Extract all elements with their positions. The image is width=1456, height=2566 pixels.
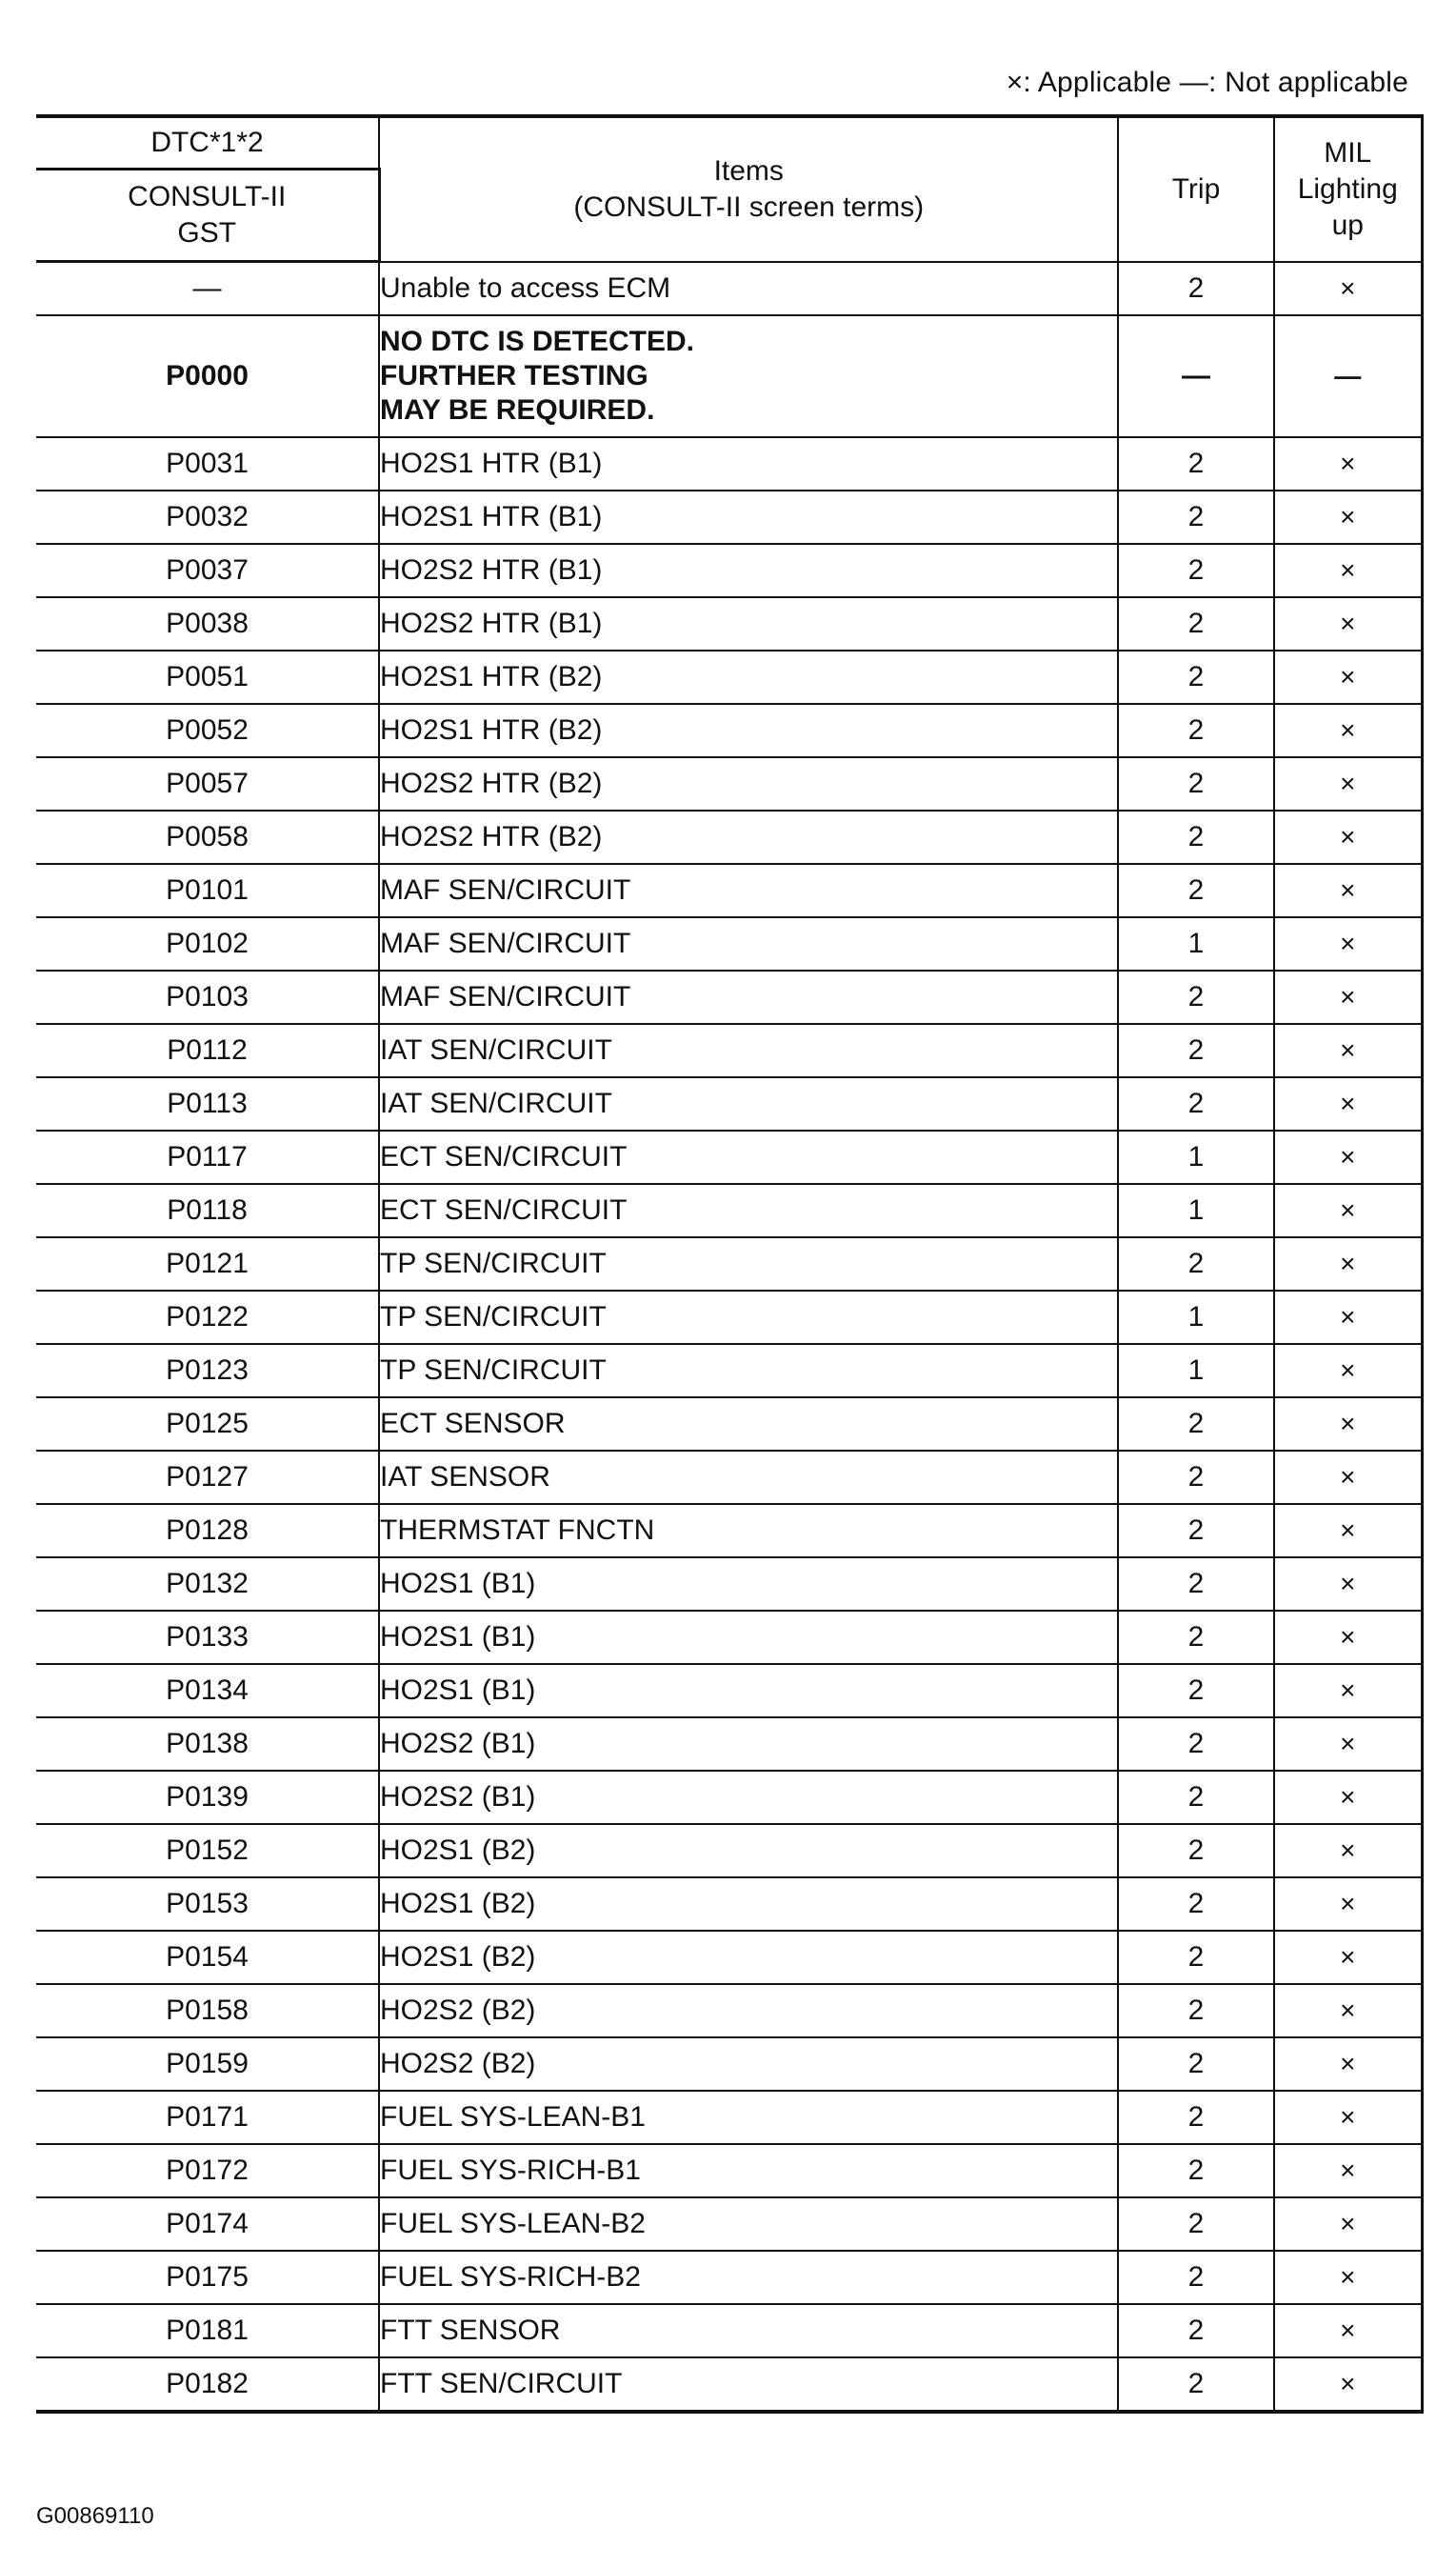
trip-cell: 2 <box>1118 262 1274 316</box>
item-cell: IAT SEN/CIRCUIT <box>379 1077 1118 1131</box>
item-cell: MAF SEN/CIRCUIT <box>379 864 1118 917</box>
table-row <box>36 917 1422 971</box>
dtc-code-cell: P0158 <box>36 1984 379 2037</box>
item-cell: THERMSTAT FNCTN <box>379 1504 1118 1557</box>
dtc-code-cell: P0113 <box>36 1077 379 1131</box>
item-cell: ECT SEN/CIRCUIT <box>379 1184 1118 1237</box>
header-gst: GST <box>177 217 237 249</box>
trip-cell: 2 <box>1118 651 1274 704</box>
mil-cell: × <box>1274 1611 1422 1664</box>
table-row <box>36 1131 1422 1184</box>
item-cell: IAT SENSOR <box>379 1451 1118 1504</box>
item-line: NO DTC IS DETECTED. <box>380 326 695 357</box>
item-cell: HO2S1 (B1) <box>379 1557 1118 1611</box>
trip-cell: 2 <box>1118 1877 1274 1931</box>
dtc-code-cell: P0172 <box>36 2144 379 2197</box>
item-cell: FUEL SYS-RICH-B1 <box>379 2144 1118 2197</box>
item-cell: HO2S1 (B1) <box>379 1611 1118 1664</box>
dtc-code-cell: P0152 <box>36 1824 379 1877</box>
trip-cell: 2 <box>1118 1397 1274 1451</box>
mil-cell: × <box>1274 597 1422 651</box>
dtc-code-cell: P0118 <box>36 1184 379 1237</box>
table-row <box>36 1877 1422 1931</box>
table-row <box>36 1717 1422 1771</box>
dtc-code-cell: P0112 <box>36 1024 379 1077</box>
header-mil-line1: MIL <box>1324 136 1372 169</box>
trip-cell: 2 <box>1118 1504 1274 1557</box>
trip-cell: 1 <box>1118 917 1274 971</box>
mil-cell: × <box>1274 864 1422 917</box>
table-row <box>36 544 1422 597</box>
table-header <box>36 116 1422 262</box>
table-row <box>36 491 1422 544</box>
item-cell: HO2S2 HTR (B2) <box>379 811 1118 864</box>
table-row <box>36 2037 1422 2091</box>
table-row <box>36 1984 1422 2037</box>
item-cell: HO2S2 (B1) <box>379 1717 1118 1771</box>
table-row <box>36 651 1422 704</box>
mil-cell: × <box>1274 1717 1422 1771</box>
mil-cell: × <box>1274 437 1422 491</box>
header-dtc: DTC*1*2 <box>36 116 379 170</box>
trip-cell: 2 <box>1118 1824 1274 1877</box>
table-row <box>36 2304 1422 2357</box>
trip-cell: 2 <box>1118 2144 1274 2197</box>
dtc-code-cell: P0138 <box>36 1717 379 1771</box>
item-cell: TP SEN/CIRCUIT <box>379 1237 1118 1291</box>
dtc-code-cell: P0051 <box>36 651 379 704</box>
mil-cell: × <box>1274 1344 1422 1397</box>
item-cell: FTT SENSOR <box>379 2304 1118 2357</box>
header-mil <box>1274 116 1422 262</box>
mil-cell: × <box>1274 2251 1422 2304</box>
mil-cell: × <box>1274 1184 1422 1237</box>
item-cell: FUEL SYS-LEAN-B1 <box>379 2091 1118 2144</box>
header-trip: Trip <box>1118 116 1274 262</box>
figure-id: G00869110 <box>36 2503 154 2529</box>
trip-cell: 2 <box>1118 2037 1274 2091</box>
item-cell: HO2S1 (B1) <box>379 1664 1118 1717</box>
mil-cell: × <box>1274 651 1422 704</box>
item-line: FURTHER TESTING <box>380 360 648 391</box>
mil-cell: × <box>1274 2357 1422 2412</box>
item-cell: HO2S2 HTR (B2) <box>379 757 1118 811</box>
trip-cell: 2 <box>1118 2197 1274 2251</box>
table-row <box>36 2144 1422 2197</box>
item-cell: HO2S1 HTR (B1) <box>379 491 1118 544</box>
mil-cell: × <box>1274 1984 1422 2037</box>
trip-cell: 2 <box>1118 1717 1274 1771</box>
header-items <box>379 116 1118 262</box>
item-cell: HO2S2 (B2) <box>379 1984 1118 2037</box>
dtc-code-cell: P0057 <box>36 757 379 811</box>
table-row <box>36 2197 1422 2251</box>
dtc-code-cell: P0102 <box>36 917 379 971</box>
item-cell: HO2S1 (B2) <box>379 1931 1118 1984</box>
trip-cell: 2 <box>1118 811 1274 864</box>
table-row <box>36 1451 1422 1504</box>
trip-cell: 2 <box>1118 597 1274 651</box>
dtc-code-cell: P0134 <box>36 1664 379 1717</box>
item-cell: FUEL SYS-LEAN-B2 <box>379 2197 1118 2251</box>
dtc-code-cell: P0175 <box>36 2251 379 2304</box>
header-items-title: Items <box>713 154 784 187</box>
dtc-code-cell: P0032 <box>36 491 379 544</box>
dtc-code-cell: P0128 <box>36 1504 379 1557</box>
table-row <box>36 1931 1422 1984</box>
table-row <box>36 971 1422 1024</box>
header-consult: CONSULT-II <box>128 181 287 212</box>
table-row <box>36 315 1422 437</box>
item-cell: IAT SEN/CIRCUIT <box>379 1024 1118 1077</box>
trip-cell: 2 <box>1118 1451 1274 1504</box>
dtc-code-cell: P0182 <box>36 2357 379 2412</box>
dtc-code-cell: P0159 <box>36 2037 379 2091</box>
dtc-table <box>36 114 1424 2414</box>
dtc-code-cell: P0181 <box>36 2304 379 2357</box>
table-row <box>36 437 1422 491</box>
trip-cell: 2 <box>1118 1611 1274 1664</box>
table-body <box>36 262 1422 2413</box>
dtc-code-cell: P0123 <box>36 1344 379 1397</box>
trip-cell: 1 <box>1118 1344 1274 1397</box>
mil-cell: × <box>1274 1931 1422 1984</box>
table-row <box>36 811 1422 864</box>
trip-cell: 2 <box>1118 2304 1274 2357</box>
item-cell: HO2S1 HTR (B1) <box>379 437 1118 491</box>
table-row <box>36 1504 1422 1557</box>
table-row <box>36 1344 1422 1397</box>
trip-cell: 2 <box>1118 437 1274 491</box>
header-items-subtitle: (CONSULT-II screen terms) <box>573 190 925 223</box>
trip-cell: 2 <box>1118 1237 1274 1291</box>
item-cell: HO2S2 (B1) <box>379 1771 1118 1824</box>
item-cell: FUEL SYS-RICH-B2 <box>379 2251 1118 2304</box>
dtc-code-cell: P0171 <box>36 2091 379 2144</box>
item-cell: HO2S2 HTR (B1) <box>379 544 1118 597</box>
trip-cell: 2 <box>1118 864 1274 917</box>
table-row <box>36 1291 1422 1344</box>
trip-cell: 2 <box>1118 1557 1274 1611</box>
mil-cell: × <box>1274 1237 1422 1291</box>
legend-applicable: ×: Applicable —: Not applicable <box>1006 67 1408 98</box>
trip-cell: 2 <box>1118 1931 1274 1984</box>
trip-cell: 1 <box>1118 1184 1274 1237</box>
header-consult-gst <box>36 170 379 262</box>
mil-cell: × <box>1274 1024 1422 1077</box>
trip-cell: 1 <box>1118 1291 1274 1344</box>
dtc-code-cell: P0103 <box>36 971 379 1024</box>
dtc-code-cell: P0058 <box>36 811 379 864</box>
table-row <box>36 1557 1422 1611</box>
table-row <box>36 1077 1422 1131</box>
dtc-code-cell: P0101 <box>36 864 379 917</box>
dtc-code-cell: P0127 <box>36 1451 379 1504</box>
dtc-code-cell: P0125 <box>36 1397 379 1451</box>
dtc-code-cell: P0037 <box>36 544 379 597</box>
header-mil-line3: up <box>1331 209 1364 241</box>
table-row <box>36 1397 1422 1451</box>
trip-cell: 2 <box>1118 2091 1274 2144</box>
table-row <box>36 2357 1422 2412</box>
trip-cell: 2 <box>1118 1024 1274 1077</box>
mil-cell: × <box>1274 544 1422 597</box>
item-cell: ECT SEN/CIRCUIT <box>379 1131 1118 1184</box>
dtc-code-cell: P0174 <box>36 2197 379 2251</box>
dtc-code-cell: P0031 <box>36 437 379 491</box>
mil-cell: × <box>1274 811 1422 864</box>
mil-cell: × <box>1274 704 1422 757</box>
dtc-code-cell: P0154 <box>36 1931 379 1984</box>
dtc-code-cell: P0121 <box>36 1237 379 1291</box>
dtc-code-cell: P0038 <box>36 597 379 651</box>
trip-cell: 2 <box>1118 2251 1274 2304</box>
dtc-code-cell: P0132 <box>36 1557 379 1611</box>
table-row <box>36 1611 1422 1664</box>
table-row <box>36 1771 1422 1824</box>
trip-cell: 2 <box>1118 2357 1274 2412</box>
mil-cell: × <box>1274 1877 1422 1931</box>
item-cell: MAF SEN/CIRCUIT <box>379 917 1118 971</box>
trip-cell: 2 <box>1118 1771 1274 1824</box>
trip-cell: 2 <box>1118 704 1274 757</box>
mil-cell: × <box>1274 2091 1422 2144</box>
item-cell: TP SEN/CIRCUIT <box>379 1291 1118 1344</box>
item-cell: MAF SEN/CIRCUIT <box>379 971 1118 1024</box>
table-row <box>36 704 1422 757</box>
mil-cell: × <box>1274 917 1422 971</box>
item-cell: HO2S1 HTR (B2) <box>379 704 1118 757</box>
dtc-code-cell: — <box>36 262 379 316</box>
mil-cell: × <box>1274 262 1422 316</box>
table-row <box>36 2091 1422 2144</box>
table-row <box>36 1024 1422 1077</box>
dtc-code-cell: P0139 <box>36 1771 379 1824</box>
mil-cell: × <box>1274 491 1422 544</box>
mil-cell: × <box>1274 2197 1422 2251</box>
mil-cell: × <box>1274 1291 1422 1344</box>
dtc-code-cell: P0153 <box>36 1877 379 1931</box>
trip-cell: 2 <box>1118 757 1274 811</box>
mil-cell: × <box>1274 1664 1422 1717</box>
mil-cell: × <box>1274 1131 1422 1184</box>
table-row <box>36 262 1422 316</box>
dtc-code-cell: P0000 <box>36 315 379 437</box>
trip-cell: 2 <box>1118 544 1274 597</box>
item-cell: HO2S1 HTR (B2) <box>379 651 1118 704</box>
table-row <box>36 1664 1422 1717</box>
item-cell: HO2S2 HTR (B1) <box>379 597 1118 651</box>
trip-cell: 2 <box>1118 1984 1274 2037</box>
trip-cell: 1 <box>1118 1131 1274 1184</box>
mil-cell: — <box>1274 315 1422 437</box>
trip-cell: — <box>1118 315 1274 437</box>
mil-cell: × <box>1274 1451 1422 1504</box>
mil-cell: × <box>1274 1771 1422 1824</box>
table-row <box>36 864 1422 917</box>
dtc-code-cell: P0117 <box>36 1131 379 1184</box>
item-cell: FTT SEN/CIRCUIT <box>379 2357 1118 2412</box>
dtc-code-cell: P0133 <box>36 1611 379 1664</box>
header-mil-line2: Lighting <box>1297 172 1398 205</box>
mil-cell: × <box>1274 971 1422 1024</box>
mil-cell: × <box>1274 1824 1422 1877</box>
item-cell <box>379 315 1118 437</box>
mil-cell: × <box>1274 1557 1422 1611</box>
item-cell: HO2S1 (B2) <box>379 1877 1118 1931</box>
mil-cell: × <box>1274 1397 1422 1451</box>
dtc-code-cell: P0052 <box>36 704 379 757</box>
mil-cell: × <box>1274 2144 1422 2197</box>
mil-cell: × <box>1274 2304 1422 2357</box>
mil-cell: × <box>1274 1077 1422 1131</box>
table-row <box>36 1824 1422 1877</box>
mil-cell: × <box>1274 2037 1422 2091</box>
item-cell: TP SEN/CIRCUIT <box>379 1344 1118 1397</box>
item-cell: HO2S1 (B2) <box>379 1824 1118 1877</box>
table-row <box>36 757 1422 811</box>
mil-cell: × <box>1274 1504 1422 1557</box>
item-cell: Unable to access ECM <box>379 262 1118 316</box>
trip-cell: 2 <box>1118 1664 1274 1717</box>
trip-cell: 2 <box>1118 1077 1274 1131</box>
trip-cell: 2 <box>1118 971 1274 1024</box>
trip-cell: 2 <box>1118 491 1274 544</box>
table-row <box>36 597 1422 651</box>
item-cell: ECT SENSOR <box>379 1397 1118 1451</box>
dtc-code-cell: P0122 <box>36 1291 379 1344</box>
table-row <box>36 2251 1422 2304</box>
table-row <box>36 1237 1422 1291</box>
item-cell: HO2S2 (B2) <box>379 2037 1118 2091</box>
item-line: MAY BE REQUIRED. <box>380 394 655 426</box>
table-row <box>36 1184 1422 1237</box>
mil-cell: × <box>1274 757 1422 811</box>
